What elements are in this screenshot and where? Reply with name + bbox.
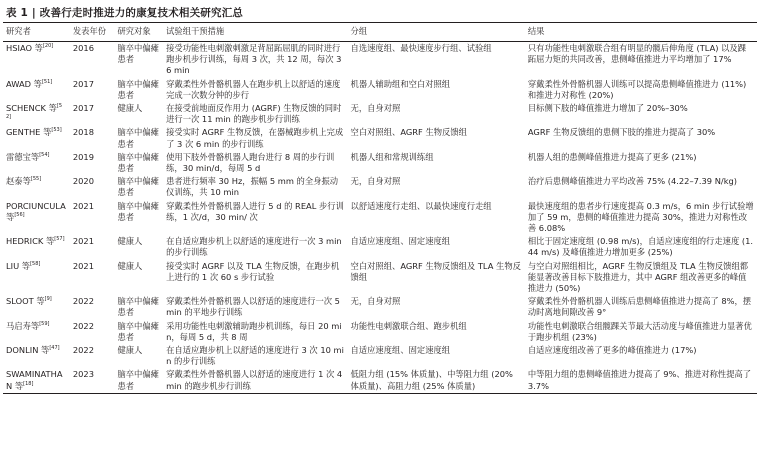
table-row bbox=[3, 126, 757, 150]
reference-number: [55] bbox=[30, 176, 42, 183]
cell-author bbox=[3, 78, 70, 102]
cell-group-text: 空白对照组、AGRF 生物反馈组 bbox=[350, 127, 467, 138]
cell-result-text: 机器人组的患侧峰值推进力提高了更多 (21%) bbox=[527, 151, 697, 162]
cell-group bbox=[348, 320, 525, 344]
cell-result bbox=[525, 175, 757, 199]
cell-year bbox=[70, 151, 115, 175]
cell-intervention-text: 在自适应跑步机上以舒适的速度进行一次 3 min 的步行训练 bbox=[166, 236, 342, 258]
cell-intervention-text: 接受实时 AGRF 以及 TLA 生物反馈，在跑步机上进行的 1 次 60 s 步行试验 bbox=[166, 260, 340, 282]
cell-year-text: 2021 bbox=[72, 200, 94, 211]
cell-author-text: SCHENCK 等 bbox=[6, 103, 57, 114]
cell-author bbox=[3, 344, 70, 368]
reference-number: [59] bbox=[39, 320, 50, 327]
cell-result bbox=[525, 151, 757, 175]
cell-group-text: 自适应速度组、固定速度组 bbox=[350, 236, 451, 247]
cell-subject-text: 脑卒中偏瘫患者 bbox=[117, 127, 159, 149]
cell-year-text: 2020 bbox=[72, 176, 94, 187]
cell-year-text: 2021 bbox=[72, 236, 94, 247]
cell-year-text: 2016 bbox=[72, 43, 94, 53]
cell-subject-text: 健康人 bbox=[117, 236, 143, 247]
cell-year-text: 2022 bbox=[72, 345, 94, 356]
cell-result-text: 功能性电刺激联合组髋踝关节最大活动度与峰值推进力显著优于跑步机组 (23%) bbox=[527, 320, 752, 342]
header-row bbox=[3, 23, 757, 42]
table-row bbox=[3, 42, 757, 78]
col-header-year: 发表年份 bbox=[70, 23, 115, 42]
cell-author-text: SWAMINATHAN 等 bbox=[6, 369, 63, 391]
col-header-intervention: 试验组干预措施 bbox=[163, 23, 347, 42]
cell-group bbox=[348, 102, 525, 126]
cell-year bbox=[70, 344, 115, 368]
cell-year bbox=[70, 320, 115, 344]
cell-result-text: 目标侧下肢的峰值推进力增加了 20%–30% bbox=[527, 103, 688, 114]
cell-intervention bbox=[163, 235, 347, 259]
cell-group-text: 功能性电刺激联合组、跑步机组 bbox=[350, 320, 467, 331]
table-row bbox=[3, 235, 757, 259]
table-row bbox=[3, 368, 757, 393]
cell-group bbox=[348, 235, 525, 259]
cell-subject-text: 脑卒中偏瘫患者 bbox=[117, 200, 159, 222]
cell-subject bbox=[114, 235, 163, 259]
cell-author bbox=[3, 42, 70, 78]
cell-intervention bbox=[163, 151, 347, 175]
cell-subject bbox=[114, 151, 163, 175]
col-header-result: 结果 bbox=[525, 23, 757, 42]
cell-group bbox=[348, 260, 525, 296]
cell-subject bbox=[114, 320, 163, 344]
cell-author bbox=[3, 260, 70, 296]
cell-author-text: HEDRICK 等 bbox=[6, 236, 55, 247]
cell-year-text: 2023 bbox=[72, 369, 94, 380]
cell-result-text: 中等阻力组的患侧峰值推进力提高了 9%、推进对称性提高了 3.7% bbox=[527, 369, 752, 391]
cell-result bbox=[525, 260, 757, 296]
cell-intervention bbox=[163, 368, 347, 393]
cell-author-text: 雷德宝等 bbox=[6, 151, 40, 162]
reference-number: [52] bbox=[6, 103, 63, 121]
cell-author bbox=[3, 126, 70, 150]
cell-year-text: 2022 bbox=[72, 320, 94, 331]
cell-result-text: 最快速度组的患者步行速度提高 0.3 m/s，6 min 步行试验增加了 59 m，患侧的峰值推进力提高 30%，推进力对称性改善 6.08% bbox=[527, 200, 754, 234]
cell-result bbox=[525, 235, 757, 259]
table-row bbox=[3, 320, 757, 344]
cell-intervention bbox=[163, 200, 347, 236]
cell-author bbox=[3, 200, 70, 236]
cell-year bbox=[70, 260, 115, 296]
cell-author-text: AWAD 等 bbox=[6, 78, 42, 89]
cell-intervention bbox=[163, 344, 347, 368]
cell-subject bbox=[114, 102, 163, 126]
cell-result bbox=[525, 295, 757, 319]
cell-subject-text: 健康人 bbox=[117, 345, 143, 356]
cell-intervention-text: 穿戴柔性外骨骼机器人以舒适的速度进行一次 5 min 的平地步行训练 bbox=[166, 296, 340, 318]
cell-group-text: 自选速度组、最快速度步行组、试验组 bbox=[350, 43, 492, 53]
cell-intervention-text: 接受功能性电刺激刺激足背屈跖屈肌的同时进行跑步机步行训练，每周 3 次，共 12 周，每次 36 min bbox=[166, 43, 342, 76]
cell-group-text: 无，自身对照 bbox=[350, 103, 401, 114]
cell-year-text: 2018 bbox=[72, 127, 94, 138]
cell-group bbox=[348, 368, 525, 393]
cell-result-text: 穿戴柔性外骨骼机器人训练可以提高患侧峰值推进力 (11%) 和推进力对称性 (20%) bbox=[527, 78, 747, 100]
cell-author bbox=[3, 368, 70, 393]
cell-group bbox=[348, 126, 525, 150]
reference-number: [18] bbox=[23, 380, 34, 387]
table-row bbox=[3, 295, 757, 319]
cell-group bbox=[348, 200, 525, 236]
reference-number: [47] bbox=[49, 345, 60, 352]
cell-year-text: 2022 bbox=[72, 296, 94, 307]
cell-intervention bbox=[163, 295, 347, 319]
reference-number: [53] bbox=[51, 127, 62, 134]
cell-group-text: 低阻力组 (15% 体质量)、中等阻力组 (20% 体质量)、高阻力组 (25% 体质量) bbox=[350, 369, 513, 391]
cell-group-text: 以舒适速度行走组、以最快速度行走组 bbox=[350, 200, 492, 211]
cell-subject-text: 脑卒中偏瘫患者 bbox=[117, 151, 159, 174]
cell-author-text: 马启寿等 bbox=[6, 320, 40, 331]
cell-author-text: HSIAO 等 bbox=[6, 43, 43, 53]
cell-subject-text: 健康人 bbox=[117, 260, 143, 271]
cell-result bbox=[525, 320, 757, 344]
table-row bbox=[3, 344, 757, 368]
cell-result-text: 治疗后患侧峰值推进力平均改善 75% (4.22–7.39 N/kg) bbox=[527, 176, 738, 187]
cell-result bbox=[525, 126, 757, 150]
cell-subject-text: 脑卒中偏瘫患者 bbox=[117, 320, 159, 342]
cell-intervention-text: 在接受前地面反作用力 (AGRF) 生物反馈的同时进行一次 11 min 的跑步机步行训练 bbox=[166, 103, 342, 125]
cell-result-text: 与空白对照组相比，AGRF 生物反馈组及 TLA 生物反馈组都能显著改善目标下肢推进力，其中 AGRF 组改善更多的峰值推进力 (50%) bbox=[527, 260, 749, 294]
cell-year bbox=[70, 295, 115, 319]
cell-author-text: PORCIUNCULA 等 bbox=[6, 200, 66, 222]
cell-subject bbox=[114, 126, 163, 150]
cell-subject-text: 脑卒中偏瘫患者 bbox=[117, 296, 159, 318]
cell-author-text: SLOOT 等 bbox=[6, 296, 45, 307]
table-row bbox=[3, 175, 757, 199]
cell-intervention bbox=[163, 102, 347, 126]
cell-result bbox=[525, 42, 757, 78]
cell-result bbox=[525, 200, 757, 236]
cell-intervention bbox=[163, 175, 347, 199]
col-header-subject: 研究对象 bbox=[114, 23, 163, 42]
cell-result-text: 相比于固定速度组 (0.98 m/s)，自适应速度组的行走速度 (1.44 m/s) 及峰值推进力增加更多 (25%) bbox=[527, 236, 754, 258]
cell-result-text: 穿戴柔性外骨骼机器人训练后患侧峰值推进力提高了 8%，摆动时离地间隙改善 9° bbox=[527, 296, 752, 318]
cell-result-text: 自适应速度组改善了更多的峰值推进力 (17%) bbox=[527, 345, 697, 356]
cell-group bbox=[348, 78, 525, 102]
reference-number: [57] bbox=[54, 236, 65, 243]
cell-subject-text: 脑卒中偏瘫患者 bbox=[117, 78, 159, 100]
cell-group bbox=[348, 175, 525, 199]
cell-subject bbox=[114, 175, 163, 199]
cell-subject-text: 脑卒中偏瘫患者 bbox=[117, 176, 159, 198]
cell-result bbox=[525, 344, 757, 368]
reference-number: [56] bbox=[14, 212, 25, 219]
cell-author bbox=[3, 151, 70, 175]
cell-year bbox=[70, 102, 115, 126]
cell-subject bbox=[114, 368, 163, 393]
cell-subject bbox=[114, 344, 163, 368]
cell-year bbox=[70, 175, 115, 199]
reference-number: [51] bbox=[41, 78, 53, 85]
table-row bbox=[3, 200, 757, 236]
cell-result-text: 只有功能性电刺激联合组有明显的髋后伸角度 (TLA) 以及踝跖屈力矩的共同改善，患侧峰值推进力平均增加了 17% bbox=[527, 43, 747, 65]
cell-year bbox=[70, 78, 115, 102]
cell-subject bbox=[114, 42, 163, 78]
cell-subject bbox=[114, 260, 163, 296]
table-row bbox=[3, 151, 757, 175]
reference-number: [58] bbox=[30, 260, 41, 267]
table-caption: 表 1 | 改善行走时推进力的康复技术相关研究汇总 bbox=[6, 7, 244, 19]
cell-result bbox=[525, 78, 757, 102]
col-header-group: 分组 bbox=[348, 23, 525, 42]
cell-subject-text: 脑卒中偏瘫患者 bbox=[117, 369, 159, 391]
cell-author-text: 赵泰等 bbox=[6, 176, 31, 187]
cell-group-text: 无，自身对照 bbox=[350, 296, 401, 307]
cell-intervention-text: 接受实时 AGRF 生物反馈，在器械跑步机上完成了 3 次 6 min 的步行训练 bbox=[166, 127, 344, 149]
cell-author bbox=[3, 320, 70, 344]
cell-group-text: 机器人组和常规训练组 bbox=[350, 151, 434, 162]
cell-subject bbox=[114, 295, 163, 319]
cell-author bbox=[3, 175, 70, 199]
cell-author bbox=[3, 235, 70, 259]
cell-intervention bbox=[163, 78, 347, 102]
studies-table bbox=[3, 22, 757, 394]
cell-group-text: 自适应速度组、固定速度组 bbox=[350, 345, 451, 356]
cell-year bbox=[70, 235, 115, 259]
table-row bbox=[3, 260, 757, 296]
cell-year bbox=[70, 368, 115, 393]
cell-group-text: 机器人辅助组和空白对照组 bbox=[350, 78, 451, 89]
cell-result bbox=[525, 102, 757, 126]
table-row bbox=[3, 78, 757, 102]
cell-group bbox=[348, 151, 525, 175]
cell-group-text: 空白对照组、AGRF 生物反馈组及 TLA 生物反馈组 bbox=[350, 260, 521, 282]
cell-intervention-text: 穿戴柔性外骨骼机器人进行 5 d 的 REAL 步行训练，1 次/d，30 min/ 次 bbox=[166, 200, 344, 222]
cell-group bbox=[348, 344, 525, 368]
cell-group-text: 无，自身对照 bbox=[350, 176, 401, 187]
cell-intervention bbox=[163, 260, 347, 296]
cell-intervention-text: 使用下肢外骨骼机器人跑台进行 8 周的步行训练，30 min/d，每周 5 d bbox=[166, 151, 335, 174]
cell-year-text: 2017 bbox=[72, 103, 94, 114]
cell-year bbox=[70, 126, 115, 150]
cell-intervention bbox=[163, 320, 347, 344]
cell-subject-text: 脑卒中偏瘫患者 bbox=[117, 43, 159, 65]
cell-author bbox=[3, 295, 70, 319]
cell-author-text: DONLIN 等 bbox=[6, 345, 50, 356]
cell-author-text: GENTHE 等 bbox=[6, 127, 52, 138]
cell-intervention-text: 采用功能性电刺激辅助跑步机训练，每日 20 min，每周 5 d，共 8 周 bbox=[166, 320, 342, 342]
cell-subject bbox=[114, 78, 163, 102]
col-header-author: 研究者 bbox=[3, 23, 70, 42]
cell-author bbox=[3, 102, 70, 126]
cell-result-text: AGRF 生物反馈组的患侧下肢的推进力提高了 30% bbox=[527, 127, 716, 138]
cell-year-text: 2021 bbox=[72, 260, 94, 271]
cell-intervention-text: 患者进行频率 30 Hz，振幅 5 mm 的全身振动仪训练，共 10 min bbox=[166, 176, 339, 198]
reference-number: [54] bbox=[39, 152, 50, 159]
reference-number: [20] bbox=[42, 43, 54, 50]
cell-intervention-text: 穿戴柔性外骨骼机器人以舒适的速度进行 1 次 4 min 的跑步机步行训练 bbox=[166, 369, 343, 391]
cell-intervention bbox=[163, 126, 347, 150]
reference-number: [9] bbox=[44, 296, 52, 303]
cell-year-text: 2017 bbox=[72, 78, 94, 89]
cell-year-text: 2019 bbox=[72, 151, 94, 162]
cell-subject-text: 健康人 bbox=[117, 103, 143, 114]
table-row bbox=[3, 102, 757, 126]
cell-year bbox=[70, 42, 115, 78]
cell-intervention-text: 在自适应跑步机上以舒适的速度进行 3 次 10 min 的步行训练 bbox=[166, 345, 344, 367]
cell-result bbox=[525, 368, 757, 393]
cell-intervention bbox=[163, 42, 347, 78]
cell-author-text: LIU 等 bbox=[6, 260, 31, 271]
cell-subject bbox=[114, 200, 163, 236]
cell-year bbox=[70, 200, 115, 236]
cell-group bbox=[348, 42, 525, 78]
cell-intervention-text: 穿戴柔性外骨骼机器人在跑步机上以舒适的速度完成一次数分钟的步行 bbox=[166, 78, 341, 100]
cell-group bbox=[348, 295, 525, 319]
